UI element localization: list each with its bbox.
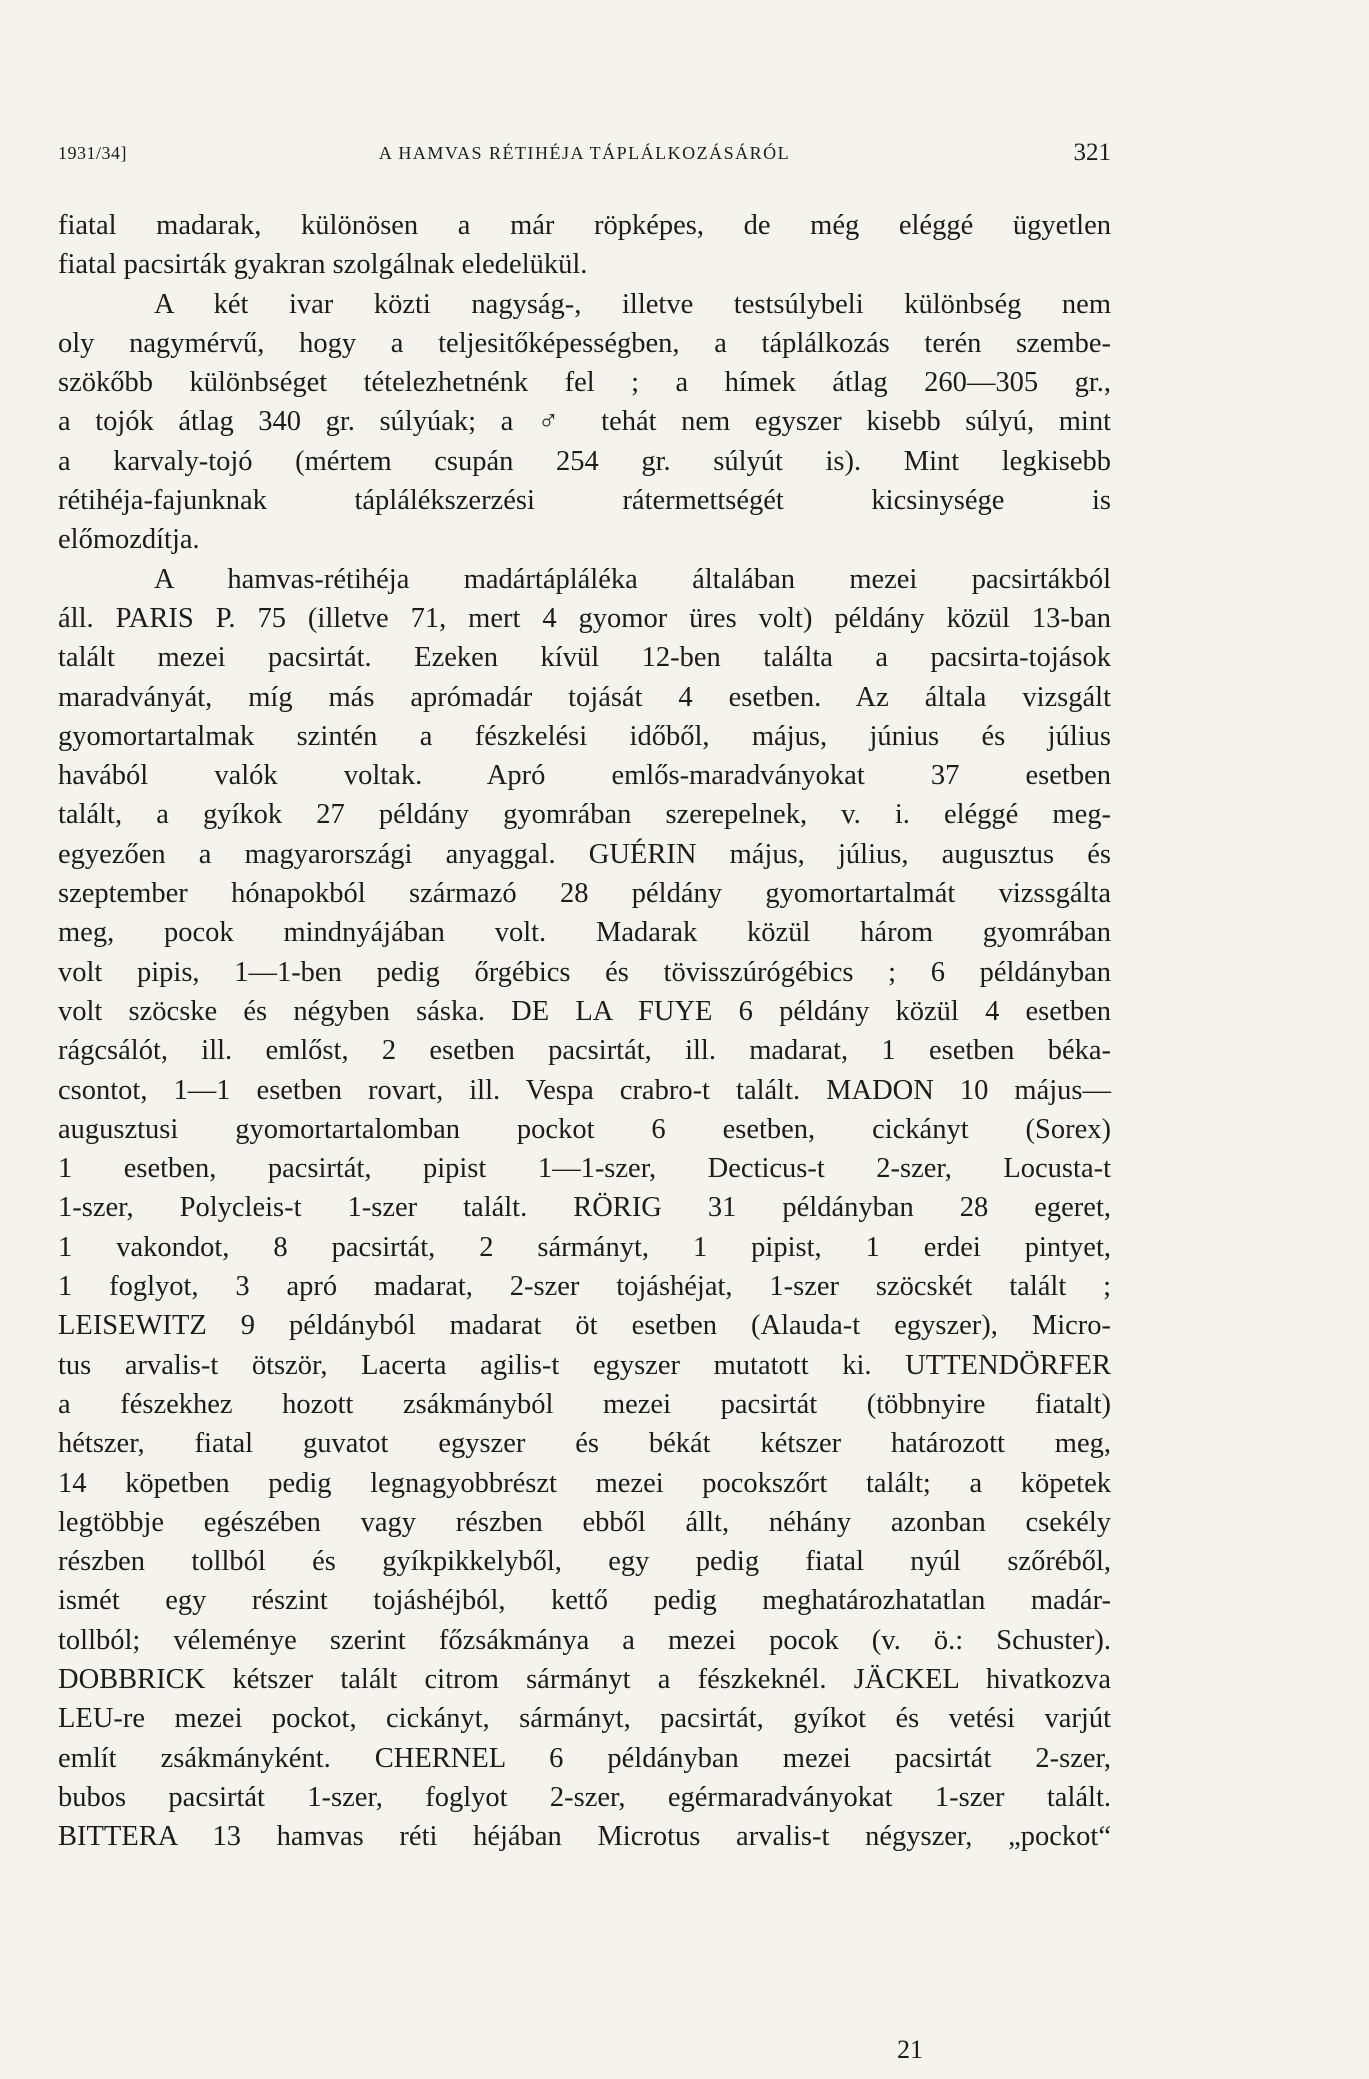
text-line: BITTERA 13 hamvas réti héjában Microtus arvalis-t négyszer, „pockot“ bbox=[58, 1821, 1111, 1853]
text-line: fiatal pacsirták gyakran szolgálnak eledelükül. bbox=[58, 249, 588, 281]
text-line: rétihéja-fajunknak táplálékszerzési rátermettségét kicsinysége is bbox=[58, 485, 1111, 517]
text-line: hétszer, fiatal guvatot egyszer és békát kétszer határozott meg, bbox=[58, 1428, 1111, 1460]
running-title: A HAMVAS RÉTIHÉJA TÁPLÁLKOZÁSÁRÓL bbox=[378, 143, 791, 163]
text-line: meg, pocok mindnyájában volt. Madarak közül három gyomrában bbox=[58, 917, 1111, 949]
text-line: szeptember hónapokból származó 28 példány gyomortartalmát vizssgálta bbox=[58, 878, 1111, 910]
text-line: maradványát, míg más aprómadár tojását 4 esetben. Az általa vizsgált bbox=[58, 681, 1111, 713]
signature-mark: 21 bbox=[897, 2035, 923, 2064]
paragraph-start-line: A két ivar közti nagyság-, illetve testsúlybeli különbség nem bbox=[154, 288, 1111, 320]
text-line: 1 vakondot, 8 pacsirtát, 2 sármányt, 1 pipist, 1 erdei pintyet, bbox=[58, 1231, 1111, 1263]
text-line: a tojók átlag 340 gr. súlyúak; a ♂ tehát nem egyszer kisebb súlyú, mint bbox=[58, 406, 1111, 438]
text-line: gyomortartalmak szintén a fészkelési időből, május, június és július bbox=[58, 720, 1111, 752]
text-line: legtöbbje egészében vagy részben ebből állt, néhány azonban csekély bbox=[58, 1506, 1111, 1538]
text-line: említ zsákmányként. CHERNEL 6 példányban mezei pacsirtát 2-szer, bbox=[58, 1742, 1111, 1774]
text-line: a karvaly-tojó (mértem csupán 254 gr. súlyút is). Mint legkisebb bbox=[58, 445, 1111, 477]
text-line: havából valók voltak. Apró emlős-maradványokat 37 esetben bbox=[58, 760, 1111, 792]
text-line: talált, a gyíkok 27 példány gyomrában szerepelnek, v. i. eléggé meg- bbox=[58, 799, 1111, 831]
running-header bbox=[58, 139, 1111, 169]
text-line: rágcsálót, ill. emlőst, 2 esetben pacsirtát, ill. madarat, 1 esetben béka- bbox=[58, 1035, 1111, 1067]
text-line: 14 köpetben pedig legnagyobbrészt mezei pocokszőrt talált; a köpetek bbox=[58, 1467, 1111, 1499]
text-line: bubos pacsirtát 1-szer, foglyot 2-szer, egérmaradványokat 1-szer talált. bbox=[58, 1781, 1111, 1813]
text-line: oly nagymérvű, hogy a teljesitőképességben, a táplálkozás terén szembe- bbox=[58, 327, 1111, 359]
text-line: tus arvalis-t ötször, Lacerta agilis-t egyszer mutatott ki. UTTENDÖRFER bbox=[58, 1349, 1111, 1381]
text-line: részben tollból és gyíkpikkelyből, egy pedig fiatal nyúl szőréből, bbox=[58, 1546, 1111, 1578]
body-text bbox=[58, 206, 1111, 1856]
text-line: LEISEWITZ 9 példányból madarat öt esetben (Alauda-t egyszer), Micro- bbox=[58, 1310, 1111, 1342]
text-line: tollból; véleménye szerint főzsákmánya a mezei pocok (v. ö.: Schuster). bbox=[58, 1624, 1111, 1656]
text-line: volt pipis, 1—1-ben pedig őrgébics és tövisszúrógébics ; 6 példányban bbox=[58, 956, 1111, 988]
text-line: csontot, 1—1 esetben rovart, ill. Vespa crabro-t talált. MADON 10 május— bbox=[58, 1074, 1111, 1106]
text-line: szökőbb különbséget tételezhetnénk fel ; a hímek átlag 260—305 gr., bbox=[58, 367, 1111, 399]
text-line: talált mezei pacsirtát. Ezeken kívül 12-ben találta a pacsirta-tojások bbox=[58, 642, 1111, 674]
text-line: augusztusi gyomortartalomban pockot 6 esetben, cickányt (Sorex) bbox=[58, 1113, 1111, 1145]
text-line: 1 foglyot, 3 apró madarat, 2-szer tojáshéjat, 1-szer szöcskét talált ; bbox=[58, 1271, 1111, 1303]
text-line: 1 esetben, pacsirtát, pipist 1—1-szer, Decticus-t 2-szer, Locusta-t bbox=[58, 1153, 1111, 1185]
text-line: előmozdítja. bbox=[58, 524, 200, 556]
text-line: DOBBRICK kétszer talált citrom sármányt a fészkeknél. JÄCKEL hivatkozva bbox=[58, 1663, 1111, 1695]
text-line: a fészekhez hozott zsákmányból mezei pacsirtát (többnyire fiatalt) bbox=[58, 1388, 1111, 1420]
paragraph-start-line: A hamvas-rétihéja madártápláléka általában mezei pacsirtákból bbox=[154, 563, 1111, 595]
text-line: volt szöcske és négyben sáska. DE LA FUYE 6 példány közül 4 esetben bbox=[58, 995, 1111, 1027]
text-line: LEU-re mezei pockot, cickányt, sármányt, pacsirtát, gyíkot és vetési varjút bbox=[58, 1703, 1111, 1735]
text-line: fiatal madarak, különösen a már röpképes, de még eléggé ügyetlen bbox=[58, 210, 1111, 241]
text-line: áll. PARIS P. 75 (illetve 71, mert 4 gyomor üres volt) példány közül 13-ban bbox=[58, 602, 1111, 634]
page-number: 321 bbox=[1073, 139, 1111, 166]
text-line: 1-szer, Polycleis-t 1-szer talált. RÖRIG 31 példányban 28 egeret, bbox=[58, 1192, 1111, 1224]
text-line: egyezően a magyarországi anyaggal. GUÉRIN május, július, augusztus és bbox=[58, 838, 1111, 870]
text-line: ismét egy részint tojáshéjból, kettő pedig meghatározhatatlan madár- bbox=[58, 1585, 1111, 1617]
volume-label: 1931/34] bbox=[58, 143, 127, 163]
